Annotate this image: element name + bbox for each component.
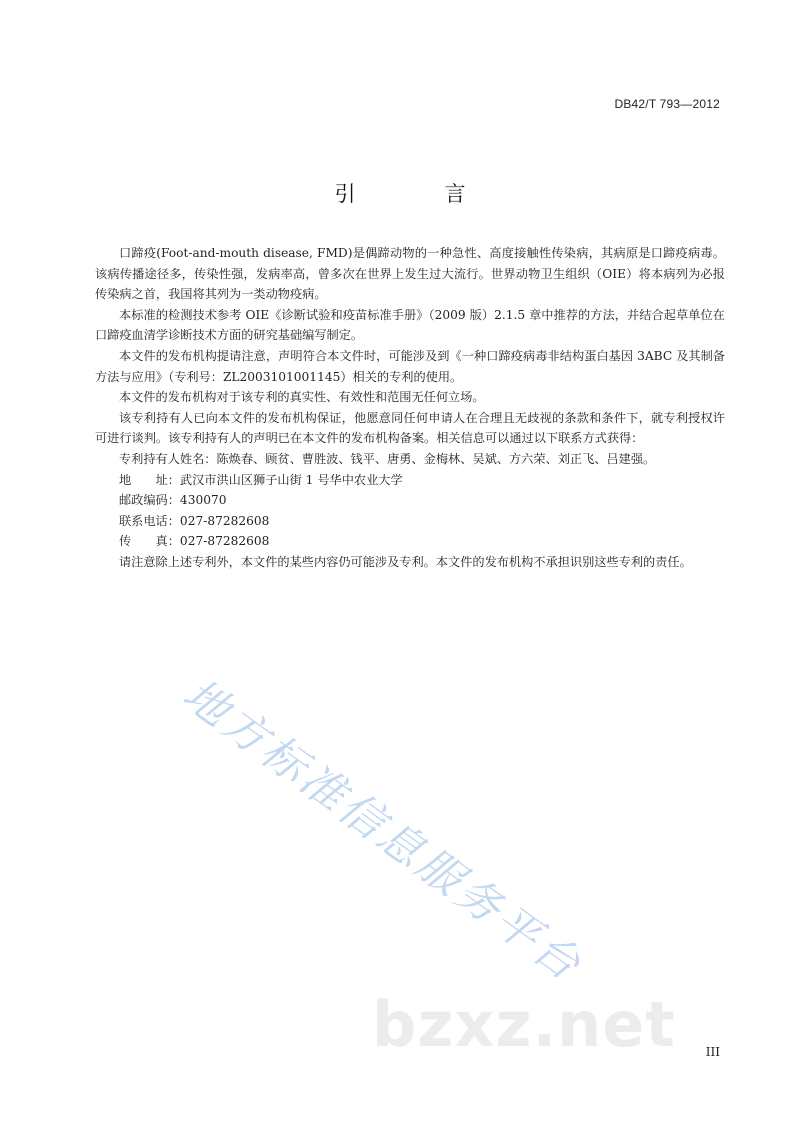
patent-holders: 专利持有人姓名：陈焕春、顾贫、曹胜波、钱平、唐勇、金梅林、吴斌、方六荣、刘正飞、吕建强。 [119,451,656,466]
contact-phone: 联系电话：027-87282608 [119,513,270,528]
watermark-en: bzxz.net [372,988,676,1061]
paragraph-reference: 本标准的检测技术参考 OIE《诊断试验和疫苗标准手册》（2009 版）2.1.5 章中推荐的方法，并结合起草单位在口蹄疫血清学诊断技术方面的研究基础编写制定。 [95,307,725,343]
body-text [95,243,725,573]
page-number: III [705,1045,720,1059]
contact-address: 地 址：武汉市洪山区狮子山街 1 号华中农业大学 [119,472,403,487]
section-title: 引 言 [334,182,500,206]
paragraph-patent-assurance: 该专利持有人已向本文件的发布机构保证，他愿意同任何申请人在合理且无歧视的条款和条件下，就专利授权许可进行谈判。该专利持有人的声明已在本文件的发布机构备案。相关信息可以通过以下联系方式获得： [95,410,725,446]
contact-postcode: 邮政编码：430070 [119,493,227,508]
watermark-cn: 地方标准信息服务平台 [173,668,592,993]
paragraph-patent-notice: 本文件的发布机构提请注意，声明符合本文件时，可能涉及到《一种口蹄疫病毒非结构蛋白基因 3ABC 及其制备方法与应用》（专利号：ZL2003101001145）相关的专利的使用。 [95,348,725,384]
document-code: DB42/T 793—2012 [614,97,720,111]
paragraph-intro: 口蹄疫(Foot-and-mouth disease, FMD)是偶蹄动物的一种急性、高度接触性传染病，其病原是口蹄疫病毒。该病传播途径多，传染性强，发病率高，曾多次在世界上发生过大流行。世界动物卫生组织（OIE）将本病列为必报传染病之首，我国将其列为一类动物疫病。 [95,246,725,302]
paragraph-patent-position: 本文件的发布机构对于该专利的真实性、有效性和范围无任何立场。 [119,390,485,405]
contact-fax: 传 真：027-87282608 [119,534,270,549]
paragraph-closing: 请注意除上述专利外，本文件的某些内容仍可能涉及专利。本文件的发布机构不承担识别这些专利的责任。 [119,554,692,569]
